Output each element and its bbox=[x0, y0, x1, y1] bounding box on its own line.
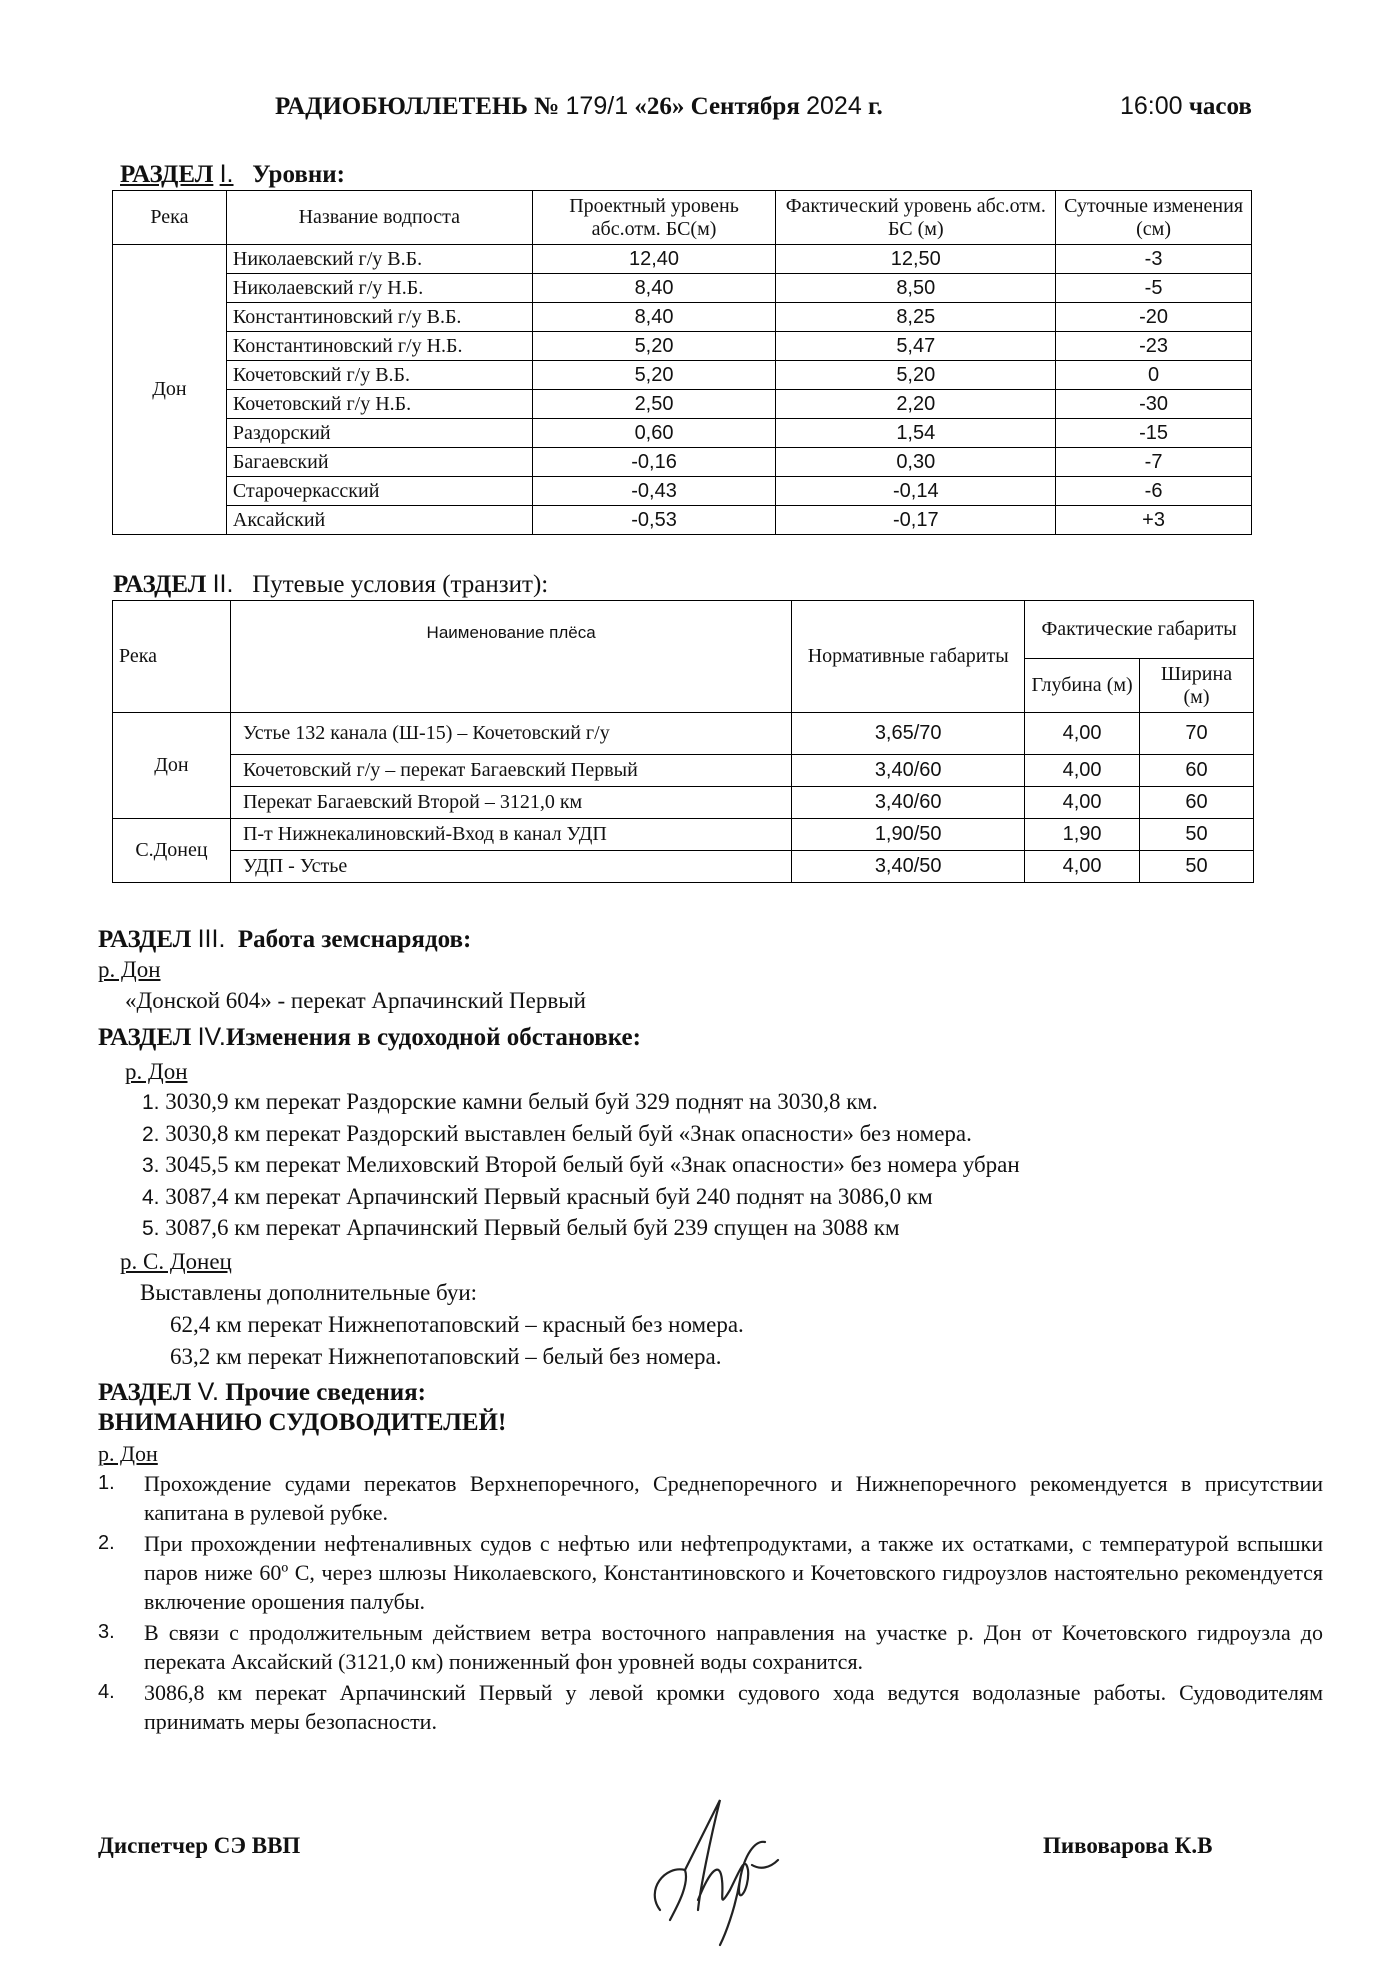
levels-project-value: 8,40 bbox=[532, 274, 776, 303]
levels-change-value: -30 bbox=[1056, 390, 1252, 419]
levels-col-change: Суточные изменения (см) bbox=[1056, 191, 1252, 245]
change-item bbox=[142, 1089, 1020, 1121]
change-item bbox=[142, 1121, 1020, 1153]
transit-river-cell: Дон bbox=[113, 713, 231, 819]
levels-post-name: Константиновский г/у Н.Б. bbox=[226, 332, 532, 361]
levels-post-name: Кочетовский г/у Н.Б. bbox=[226, 390, 532, 419]
levels-col-river: Река bbox=[113, 191, 227, 245]
transit-norm-value: 3,40/60 bbox=[792, 755, 1025, 787]
section4-roman: IV. bbox=[197, 1023, 226, 1051]
levels-change-value: -20 bbox=[1056, 303, 1252, 332]
levels-row bbox=[113, 448, 1252, 477]
bulletin-time-suffix: часов bbox=[1188, 93, 1252, 120]
levels-row bbox=[113, 506, 1252, 535]
notice-item bbox=[98, 1618, 1323, 1676]
notice-item bbox=[98, 1469, 1323, 1527]
transit-width-value: 50 bbox=[1140, 819, 1254, 851]
transit-depth-value: 4,00 bbox=[1025, 755, 1140, 787]
signer-role: Диспетчер СЭ ВВП bbox=[98, 1833, 301, 1858]
levels-project-value: 5,20 bbox=[532, 332, 776, 361]
transit-row bbox=[113, 787, 1254, 819]
levels-project-value: 5,20 bbox=[532, 361, 776, 390]
transit-width-value: 70 bbox=[1140, 713, 1254, 755]
transit-norm-value: 3,40/60 bbox=[792, 787, 1025, 819]
transit-width-value: 60 bbox=[1140, 755, 1254, 787]
levels-project-value: -0,53 bbox=[532, 506, 776, 535]
levels-fact-value: 12,50 bbox=[776, 245, 1056, 274]
section4-extra-2: 63,2 км перекат Нижнепотаповский – белый без номера. bbox=[170, 1344, 722, 1369]
levels-project-value: 8,40 bbox=[532, 303, 776, 332]
levels-header-row bbox=[113, 191, 1252, 245]
levels-river-cell: Дон bbox=[113, 245, 227, 535]
levels-fact-value: -0,14 bbox=[776, 477, 1056, 506]
levels-fact-value: 8,50 bbox=[776, 274, 1056, 303]
section4-label: Изменения в судоходной обстановке: bbox=[225, 1024, 641, 1051]
change-item-text: 3087,4 км перекат Арпачинский Первый красный буй 240 поднят на 3086,0 км bbox=[165, 1183, 933, 1209]
transit-stretch-name: Устье 132 канала (Ш-15) – Кочетовский г/у bbox=[230, 713, 791, 755]
change-item-text: 3030,8 км перекат Раздорский выставлен белый буй «Знак опасности» без номера. bbox=[165, 1120, 972, 1146]
section3-roman: III. bbox=[197, 925, 226, 953]
levels-post-name: Николаевский г/у В.Б. bbox=[226, 245, 532, 274]
notice-item-text: 3086,8 км перекат Арпачинский Первый у левой кромки судового хода ведутся водолазные работы. Судоводителям принимать меры безопасности. bbox=[144, 1680, 1323, 1734]
change-item bbox=[142, 1184, 1020, 1216]
levels-post-name: Багаевский bbox=[226, 448, 532, 477]
levels-row bbox=[113, 390, 1252, 419]
section3-label: Работа земснарядов: bbox=[237, 926, 472, 953]
levels-row bbox=[113, 361, 1252, 390]
levels-row bbox=[113, 419, 1252, 448]
notice-item-number: 2. bbox=[98, 1532, 115, 1554]
section2-label: Путевые условия (транзит): bbox=[252, 571, 549, 598]
levels-project-value: -0,16 bbox=[532, 448, 776, 477]
notice-item bbox=[98, 1529, 1323, 1616]
change-item bbox=[142, 1152, 1020, 1184]
levels-change-value: -23 bbox=[1056, 332, 1252, 361]
change-item-number: 2. bbox=[142, 1122, 160, 1146]
levels-post-name: Раздорский bbox=[226, 419, 532, 448]
levels-row bbox=[113, 245, 1252, 274]
change-item-number: 5. bbox=[142, 1217, 160, 1240]
section1-roman: I. bbox=[219, 160, 234, 188]
levels-row bbox=[113, 332, 1252, 361]
transit-col-fact: Фактические габариты bbox=[1025, 601, 1254, 659]
bulletin-year-suffix: г. bbox=[867, 93, 883, 120]
levels-change-value: -7 bbox=[1056, 448, 1252, 477]
change-item-text: 3045,5 км перекат Мелиховский Второй белый буй «Знак опасности» без номера убран bbox=[165, 1152, 1020, 1177]
change-item-text: 3087,6 км перекат Арпачинский Первый белый буй 239 спущен на 3088 км bbox=[165, 1215, 900, 1240]
section5-label: Прочие сведения: bbox=[225, 1379, 427, 1406]
transit-norm-value: 3,65/70 bbox=[792, 713, 1025, 755]
section5-title bbox=[98, 1378, 426, 1407]
section5-river: р. Дон bbox=[98, 1441, 158, 1466]
transit-col-width: Ширина (м) bbox=[1140, 659, 1254, 713]
bulletin-month: Сентября bbox=[690, 93, 800, 120]
notice-item-text: Прохождение судами перекатов Верхнепоречного, Среднепоречного и Нижнепоречного рекомендуется в присутствии капитана в рулевой рубке. bbox=[144, 1471, 1323, 1525]
levels-col-post: Название водпоста bbox=[226, 191, 532, 245]
transit-col-depth: Глубина (м) bbox=[1025, 659, 1140, 713]
change-item-number: 3. bbox=[142, 1154, 160, 1177]
transit-stretch-name: УДП - Устье bbox=[230, 851, 791, 883]
section4-river-donets: р. С. Донец bbox=[120, 1249, 232, 1274]
section4-river-don: р. Дон bbox=[125, 1059, 188, 1084]
bulletin-time: 16:00 bbox=[1120, 92, 1183, 120]
levels-fact-value: 0,30 bbox=[776, 448, 1056, 477]
transit-row bbox=[113, 713, 1254, 755]
transit-col-river: Река bbox=[113, 601, 231, 713]
section3-prefix: РАЗДЕЛ bbox=[98, 926, 192, 953]
levels-project-value: 0,60 bbox=[532, 419, 776, 448]
section4-prefix: РАЗДЕЛ bbox=[98, 1024, 192, 1051]
levels-row bbox=[113, 274, 1252, 303]
section1-prefix: РАЗДЕЛ bbox=[120, 161, 214, 188]
signer-name: Пивоварова К.В bbox=[1043, 1833, 1213, 1858]
transit-depth-value: 4,00 bbox=[1025, 787, 1140, 819]
levels-table bbox=[112, 190, 1252, 535]
transit-col-name: Наименование плёса bbox=[230, 601, 791, 713]
transit-stretch-name: Перекат Багаевский Второй – 3121,0 км bbox=[230, 787, 791, 819]
transit-row bbox=[113, 851, 1254, 883]
transit-depth-value: 1,90 bbox=[1025, 819, 1140, 851]
levels-change-value: +3 bbox=[1056, 506, 1252, 535]
transit-width-value: 60 bbox=[1140, 787, 1254, 819]
bulletin-number: 179/1 bbox=[565, 92, 629, 120]
transit-depth-value: 4,00 bbox=[1025, 851, 1140, 883]
section4-list bbox=[142, 1089, 1020, 1247]
levels-row bbox=[113, 303, 1252, 332]
levels-fact-value: 2,20 bbox=[776, 390, 1056, 419]
levels-change-value: -15 bbox=[1056, 419, 1252, 448]
section5-list bbox=[98, 1469, 1323, 1738]
transit-width-value: 50 bbox=[1140, 851, 1254, 883]
transit-row bbox=[113, 819, 1254, 851]
notice-item-text: В связи с продолжительным действием ветра восточного направления на участке р. Дон от Кочетовского гидроузла до переката Аксайский (3121,0 км) пониженный фон уровней воды сохранится. bbox=[144, 1620, 1323, 1674]
transit-norm-value: 3,40/50 bbox=[792, 851, 1025, 883]
bulletin-header bbox=[275, 92, 1252, 121]
levels-change-value: 0 bbox=[1056, 361, 1252, 390]
section3-river: р. Дон bbox=[98, 957, 161, 982]
signature-image bbox=[640, 1760, 790, 1950]
levels-col-fact: Фактический уровень абс.отм. БС (м) bbox=[776, 191, 1056, 245]
notice-item bbox=[98, 1678, 1323, 1736]
levels-change-value: -5 bbox=[1056, 274, 1252, 303]
bulletin-year: 2024 bbox=[806, 92, 862, 120]
notice-item-text: При прохождении нефтеналивных судов с нефтью или нефтепродуктами, а также их остатками, с температурой вспышки паров ниже 60º С, через шлюзы Николаевского, Константиновского и Кочетовского гидроузлов настоятельно рекомендуется включение орошения палубы. bbox=[144, 1531, 1323, 1614]
levels-fact-value: 1,54 bbox=[776, 419, 1056, 448]
levels-post-name: Константиновский г/у В.Б. bbox=[226, 303, 532, 332]
attention-heading: ВНИМАНИЮ СУДОВОДИТЕЛЕЙ! bbox=[98, 1409, 507, 1436]
levels-post-name: Николаевский г/у Н.Б. bbox=[226, 274, 532, 303]
transit-stretch-name: Кочетовский г/у – перекат Багаевский Первый bbox=[230, 755, 791, 787]
change-item bbox=[142, 1215, 1020, 1247]
levels-row bbox=[113, 477, 1252, 506]
section2-prefix: РАЗДЕЛ bbox=[113, 571, 207, 598]
levels-fact-value: -0,17 bbox=[776, 506, 1056, 535]
notice-item-number: 1. bbox=[98, 1472, 115, 1494]
section1-label: Уровни: bbox=[252, 161, 345, 188]
levels-fact-value: 5,20 bbox=[776, 361, 1056, 390]
section5-roman: V. bbox=[197, 1378, 219, 1406]
levels-post-name: Аксайский bbox=[226, 506, 532, 535]
change-item-number: 4. bbox=[142, 1185, 160, 1209]
transit-table bbox=[112, 600, 1254, 883]
levels-post-name: Старочеркасский bbox=[226, 477, 532, 506]
levels-fact-value: 8,25 bbox=[776, 303, 1056, 332]
section3-title bbox=[98, 925, 471, 954]
notice-item-number: 4. bbox=[98, 1681, 115, 1703]
transit-norm-value: 1,90/50 bbox=[792, 819, 1025, 851]
section2-title bbox=[113, 570, 548, 599]
section4-extra-title: Выставлены дополнительные буи: bbox=[140, 1280, 478, 1305]
section2-roman: II. bbox=[212, 570, 234, 598]
section4-extra-1: 62,4 км перекат Нижнепотаповский – красный без номера. bbox=[170, 1312, 744, 1337]
notice-item-number: 3. bbox=[98, 1621, 115, 1643]
levels-project-value: -0,43 bbox=[532, 477, 776, 506]
section1-title bbox=[120, 160, 345, 189]
levels-project-value: 12,40 bbox=[532, 245, 776, 274]
levels-project-value: 2,50 bbox=[532, 390, 776, 419]
transit-col-norm: Нормативные габариты bbox=[792, 601, 1025, 713]
levels-fact-value: 5,47 bbox=[776, 332, 1056, 361]
transit-stretch-name: П-т Нижнекалиновский-Вход в канал УДП bbox=[230, 819, 791, 851]
bulletin-day: «26» bbox=[634, 93, 685, 120]
section3-item: «Донской 604» - перекат Арпачинский Первый bbox=[125, 988, 586, 1013]
levels-col-project: Проектный уровень абс.отм. БС(м) bbox=[532, 191, 776, 245]
levels-change-value: -6 bbox=[1056, 477, 1252, 506]
levels-change-value: -3 bbox=[1056, 245, 1252, 274]
transit-row bbox=[113, 755, 1254, 787]
change-item-number: 1. bbox=[142, 1091, 160, 1114]
change-item-text: 3030,9 км перекат Раздорские камни белый буй 329 поднят на 3030,8 км. bbox=[165, 1089, 878, 1114]
transit-river-cell: С.Донец bbox=[113, 819, 231, 883]
levels-post-name: Кочетовский г/у В.Б. bbox=[226, 361, 532, 390]
transit-depth-value: 4,00 bbox=[1025, 713, 1140, 755]
section5-prefix: РАЗДЕЛ bbox=[98, 1379, 192, 1406]
section4-title bbox=[98, 1023, 641, 1052]
bulletin-title: РАДИОБЮЛЛЕТЕНЬ № bbox=[275, 93, 560, 120]
